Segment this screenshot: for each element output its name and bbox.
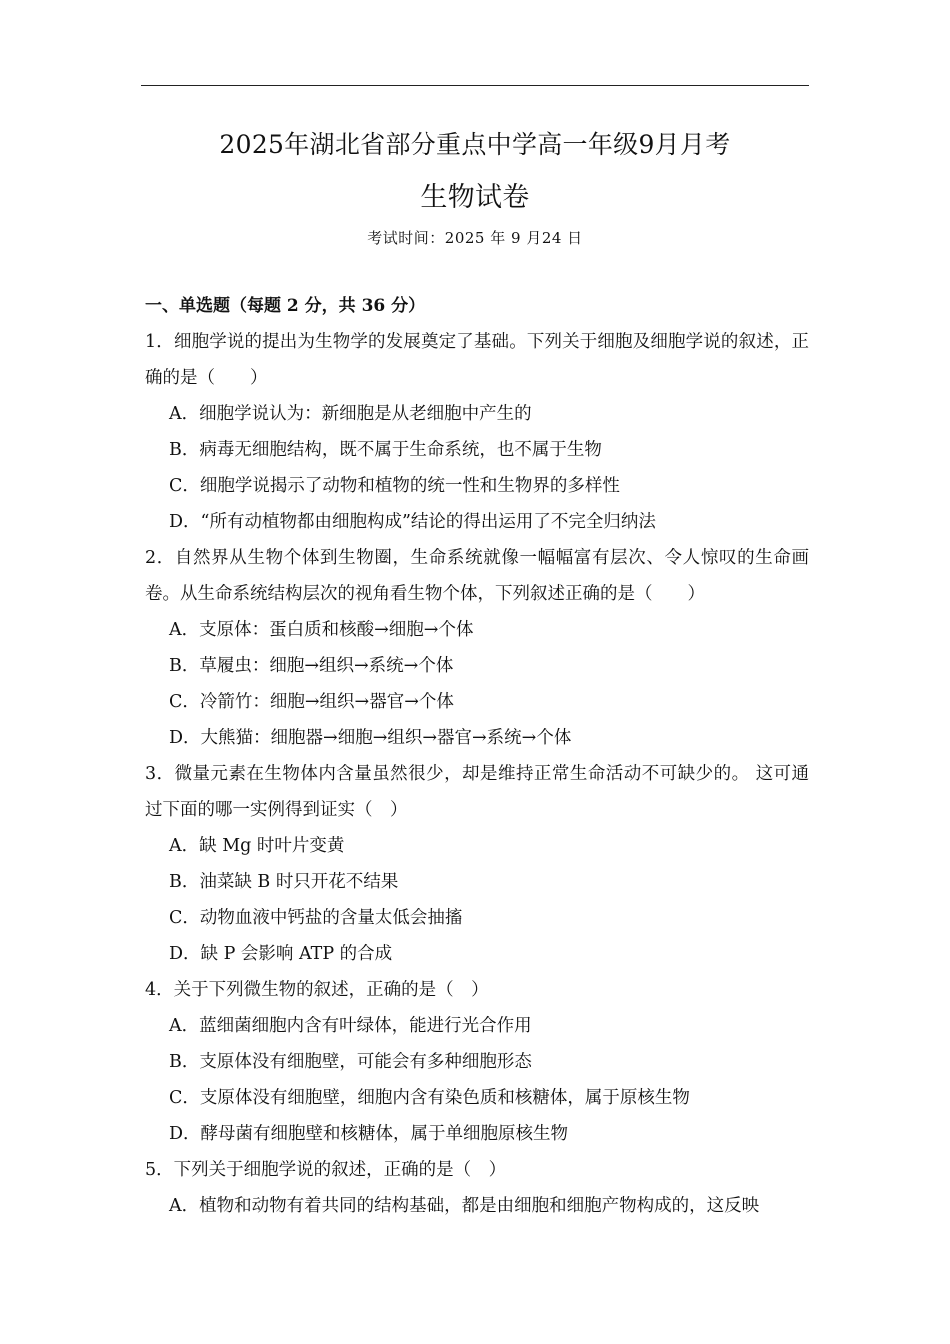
option-a: A．蓝细菌细胞内含有叶绿体，能进行光合作用 [169, 1016, 532, 1036]
question-text: 细胞学说的提出为生物学的发展奠定了基础。下列关于细胞及细胞学说的叙述，正确的是（ ） [145, 332, 810, 388]
option-a: A．缺 Mg 时叶片变黄 [169, 836, 345, 856]
question-stem [145, 972, 809, 1008]
question-stem [145, 1152, 809, 1188]
question-number: 2． [145, 548, 175, 568]
question-1 [145, 324, 809, 540]
question-stem [145, 540, 809, 612]
option-a: A．细胞学说认为：新细胞是从老细胞中产生的 [169, 404, 532, 424]
header-rule [141, 85, 809, 86]
question-text: 关于下列微生物的叙述，正确的是（ ） [173, 980, 489, 1000]
option-c: C．支原体没有细胞壁，细胞内含有染色质和核糖体，属于原核生物 [169, 1088, 690, 1108]
question-4 [145, 972, 809, 1152]
question-number: 3． [145, 764, 175, 784]
option-d: D．缺 P 会影响 ATP 的合成 [169, 944, 393, 964]
question-text: 微量元素在生物体内含量虽然很少，却是维持正常生命活动不可缺少的。 这可通过下面的哪一实例得到证实（ ） [145, 764, 810, 820]
question-stem [145, 756, 809, 828]
option-a: A．植物和动物有着共同的结构基础，都是由细胞和细胞产物构成的，这反映 [169, 1196, 760, 1216]
option-c: C．动物血液中钙盐的含量太低会抽搐 [169, 908, 463, 928]
option-d: D．大熊猫：细胞器→细胞→组织→器官→系统→个体 [169, 728, 572, 748]
exam-subject: 生物试卷 [420, 182, 530, 213]
question-5 [145, 1152, 809, 1224]
exam-time: 考试时间：2025 年 9 月24 日 [367, 229, 583, 247]
option-a: A．支原体：蛋白质和核酸→细胞→个体 [169, 620, 474, 640]
section-heading: 一、单选题（每题 2 分，共 36 分） [145, 296, 426, 316]
exam-title: 2025年湖北省部分重点中学高一年级9月月考 [219, 130, 731, 159]
option-c: C．冷箭竹：细胞→组织→器官→个体 [169, 692, 454, 712]
question-stem [145, 324, 809, 396]
question-text: 下列关于细胞学说的叙述，正确的是（ ） [173, 1160, 507, 1180]
question-list [145, 288, 809, 1224]
option-b: B．油菜缺 B 时只开花不结果 [169, 872, 399, 892]
option-b: B．病毒无细胞结构，既不属于生命系统，也不属于生物 [169, 440, 602, 460]
option-b: B．支原体没有细胞壁，可能会有多种细胞形态 [169, 1052, 532, 1072]
question-number: 1． [145, 332, 174, 352]
option-d: D．“所有动植物都由细胞构成”结论的得出运用了不完全归纳法 [169, 512, 656, 532]
option-c: C．细胞学说揭示了动物和植物的统一性和生物界的多样性 [169, 476, 620, 496]
question-number: 4． [145, 980, 174, 1000]
question-2 [145, 540, 809, 756]
question-text: 自然界从生物个体到生物圈，生命系统就像一幅幅富有层次、令人惊叹的生命画卷。从生命系统结构层次的视角看生物个体，下列叙述正确的是（ ） [145, 548, 809, 604]
option-d: D．酵母菌有细胞壁和核糖体，属于单细胞原核生物 [169, 1124, 569, 1144]
question-3 [145, 756, 809, 972]
question-number: 5． [145, 1160, 174, 1180]
option-b: B．草履虫：细胞→组织→系统→个体 [169, 656, 454, 676]
